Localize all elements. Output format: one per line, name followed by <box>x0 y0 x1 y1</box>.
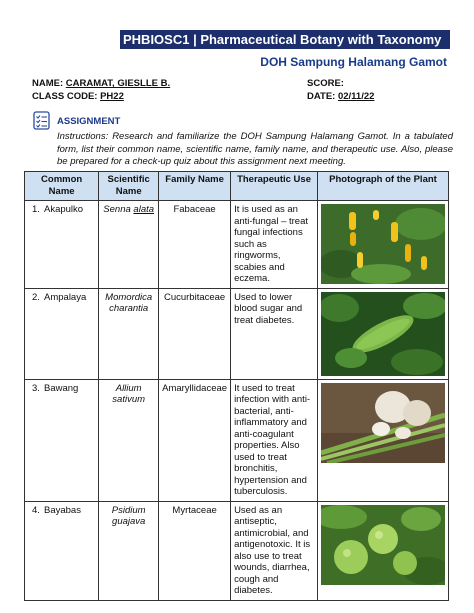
plant-photo-cell <box>317 501 448 600</box>
class-code-label: CLASS CODE: <box>32 91 98 102</box>
plant-photo-cell <box>317 288 448 379</box>
score-line <box>307 78 344 89</box>
scientific-name-cell: Senna alata <box>99 201 159 289</box>
common-name-cell: 2. Ampalaya <box>25 288 99 379</box>
assignment-label: ASSIGNMENT <box>57 116 121 127</box>
checklist-icon <box>33 111 50 130</box>
family-name-cell: Fabaceae <box>159 201 231 289</box>
therapeutic-use-cell: Used as an antiseptic, antimicrobial, and antigenotoxic. It is also use to treat wounds, diarrhea, cough and diabetes. <box>231 501 318 600</box>
name-label: NAME: <box>32 78 64 89</box>
therapeutic-use-cell: It is used as an anti-fungal – treat fungal infections such as ringworms, scabies and eczema. <box>231 201 318 289</box>
table-row <box>25 288 449 379</box>
document-subtitle: DOH Sampung Halamang Gamot <box>260 55 447 69</box>
table-row <box>25 379 449 501</box>
common-name-cell: 1. Akapulko <box>25 201 99 289</box>
therapeutic-use-cell: Used to lower blood sugar and treat diabetes. <box>231 288 318 379</box>
header-photograph: Photograph of the Plant <box>317 172 448 201</box>
scientific-name-cell: Momordica charantia <box>99 288 159 379</box>
header-family-name: Family Name <box>159 172 231 201</box>
date-line <box>307 91 374 102</box>
table-header-row <box>25 172 449 201</box>
bawang-photo <box>321 383 445 463</box>
instructions-text: Instructions: Research and familiarize the DOH Sampung Halamang Gamot. In a tabulated form, list their common name, scientific name, family name, and therapeutic use. Also, please be prepared for a check-up quiz about this assignment next meeting. <box>57 131 453 167</box>
name-value: CARAMAT, GIESLLE B. <box>65 78 171 89</box>
bayabas-photo <box>321 505 445 585</box>
common-name-cell: 4. Bayabas <box>25 501 99 600</box>
ampalaya-photo <box>321 292 445 376</box>
date-value: 02/11/22 <box>337 91 375 102</box>
score-label: SCORE: <box>307 78 344 89</box>
course-title: PHBIOSC1 | Pharmaceutical Botany with Taxonomy <box>120 30 450 49</box>
family-name-cell: Myrtaceae <box>159 501 231 600</box>
class-code-line <box>32 91 124 102</box>
family-name-cell: Amaryllidaceae <box>159 379 231 501</box>
header-scientific-name: Scientific Name <box>99 172 159 201</box>
plants-table <box>24 171 449 601</box>
scientific-name-cell: Psidium guajava <box>99 501 159 600</box>
table-row <box>25 201 449 289</box>
family-name-cell: Cucurbitaceae <box>159 288 231 379</box>
akapulko-photo <box>321 204 445 284</box>
plant-photo-cell <box>317 201 448 289</box>
date-label: DATE: <box>307 91 336 102</box>
class-code-value: PH22 <box>100 91 124 102</box>
name-line <box>32 78 170 89</box>
plant-photo-cell <box>317 379 448 501</box>
table-row <box>25 501 449 600</box>
therapeutic-use-cell: It used to treat infection with anti-bacterial, anti-inflammatory and anti-coagulant properties. Also used to treat bronchitis, hypertension and tuberculosis. <box>231 379 318 501</box>
header-common-name: Common Name <box>25 172 99 201</box>
common-name-cell: 3. Bawang <box>25 379 99 501</box>
header-therapeutic-use: Therapeutic Use <box>231 172 318 201</box>
scientific-name-cell: Allium sativum <box>99 379 159 501</box>
